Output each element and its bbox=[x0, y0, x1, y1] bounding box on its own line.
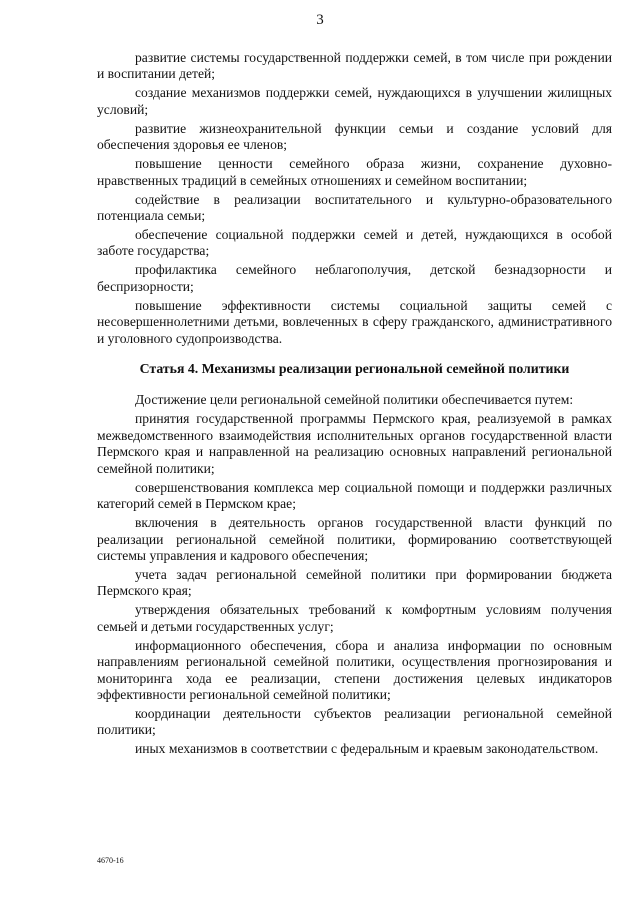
paragraph: принятия государственной программы Пермского края, реализуемой в рамках межведомственного взаимодействия исполнительных органов государственной власти Пермского края и направленной на реализацию основных направлений региональной семейной политики; bbox=[97, 411, 612, 476]
paragraph: координации деятельности субъектов реализации региональной семейной политики; bbox=[97, 705, 612, 738]
paragraph: Достижение цели региональной семейной политики обеспечивается путем: bbox=[135, 392, 574, 408]
paragraph: создание механизмов поддержки семей, нуждающихся в улучшении жилищных условий; bbox=[97, 85, 612, 117]
document-code: 4670-16 bbox=[97, 856, 124, 865]
paragraph: утверждения обязательных требований к комфортным условиям получения семьей и детьми государственных услуг; bbox=[97, 602, 612, 634]
paragraph: совершенствования комплекса мер социальной помощи и поддержки различных категорий семей в Пермском крае; bbox=[97, 479, 612, 512]
paragraph: развитие системы государственной поддержки семей, в том числе при рождении и воспитании детей; bbox=[97, 50, 612, 82]
paragraph: информационного обеспечения, сбора и анализа информации по основным направлениям региональной семейной политики, осуществления прогнозирования и мониторинга хода ее реализации, степени достижения целевых индикаторов эффективности региональной семейной политики; bbox=[97, 637, 612, 702]
paragraph: учета задач региональной семейной политики при формировании бюджета Пермского края; bbox=[97, 566, 612, 599]
page-number: 3 bbox=[316, 12, 324, 28]
paragraph: иных механизмов в соответствии с федеральным и краевым законодательством. bbox=[135, 741, 599, 757]
paragraph: повышение эффективности системы социальной защиты семей с несовершеннолетними детьми, вовлеченных в сферу гражданского, административного и уголовного судопроизводства. bbox=[97, 297, 612, 346]
paragraph: повышение ценности семейного образа жизни, сохранение духовно-нравственных традиций в семейных отношениях и семейном воспитании; bbox=[97, 156, 612, 188]
document-body bbox=[97, 50, 612, 760]
paragraph: обеспечение социальной поддержки семей и детей, нуждающихся в особой заботе государства; bbox=[97, 227, 612, 259]
paragraph: профилактика семейного неблагополучия, детской безнадзорности и беспризорности; bbox=[97, 262, 612, 294]
article-heading: Статья 4. Механизмы реализации региональной семейной политики bbox=[139, 361, 570, 377]
paragraph: содействие в реализации воспитательного и культурно-образовательного потенциала семьи; bbox=[97, 191, 612, 224]
paragraph: включения в деятельность органов государственной власти функций по реализации региональной семейной политики, формированию соответствующей системы управления и кадрового обеспечения; bbox=[97, 515, 612, 563]
paragraph: развитие жизнеохранительной функции семьи и создание условий для обеспечения здоровья ее членов; bbox=[97, 120, 612, 153]
